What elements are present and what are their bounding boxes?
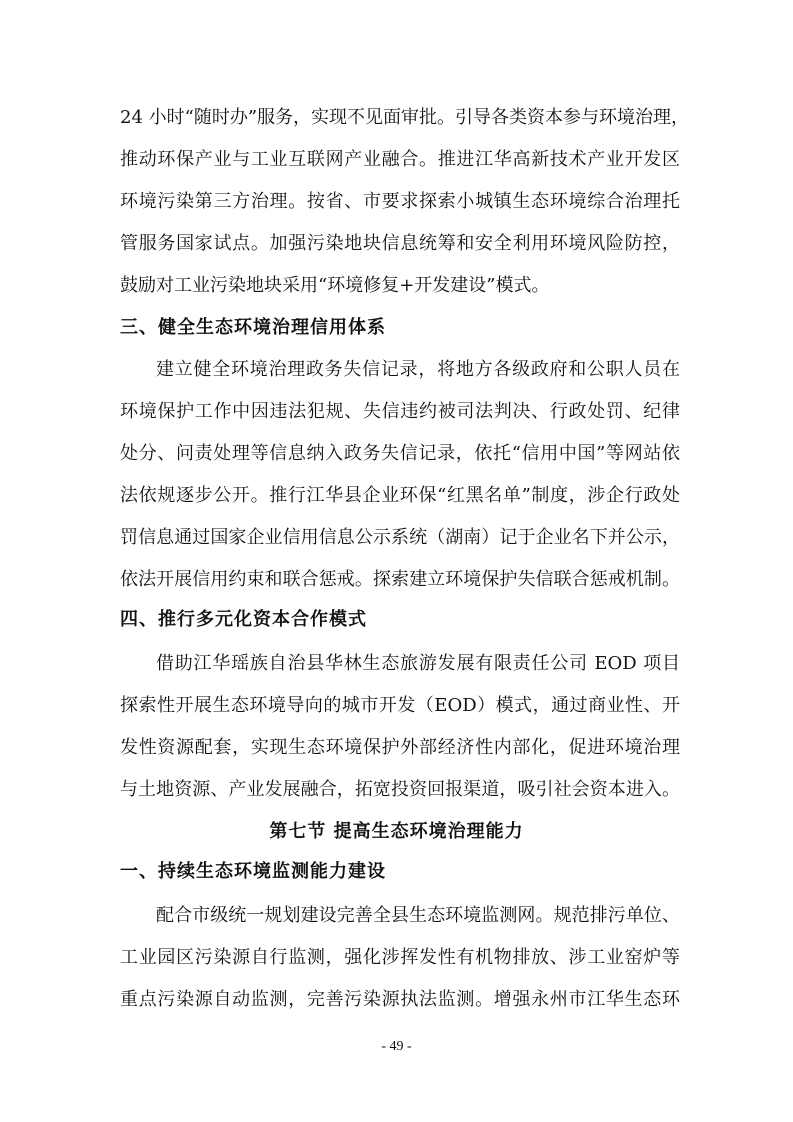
paragraph-line: 处分、问责处理等信息纳入政务失信记录，依托“信用中国”等网站依 <box>120 443 680 464</box>
paragraph-line: 环境保护工作中因违法犯规、失信违约被司法判决、行政处罚、纪律 <box>120 401 680 422</box>
paragraph-line: 发性资源配套，实现生态环境保护外部经济性内部化，促进环境治理 <box>120 737 680 758</box>
paragraph-line: 24 小时“随时办”服务，实现不见面审批。引导各类资本参与环境治理， <box>120 107 690 128</box>
paragraph-line: 依法开展信用约束和联合惩戒。探索建立环境保护失信联合惩戒机制。 <box>120 569 680 590</box>
section-title: 第七节 提高生态环境治理能力 <box>269 821 524 842</box>
paragraph-line: 重点污染源自动监测，完善污染源执法监测。增强永州市江华生态环 <box>120 989 680 1010</box>
subheading-capital-cooperation: 四、推行多元化资本合作模式 <box>120 609 367 630</box>
paragraph-line: 鼓励对工业污染地块采用“环境修复+开发建设”模式。 <box>120 275 550 296</box>
paragraph-line: 借助江华瑶族自治县华林生态旅游发展有限责任公司 EOD 项目 <box>156 653 680 674</box>
paragraph-line: 配合市级统一规划建设完善全县生态环境监测网。规范排污单位、 <box>156 905 680 926</box>
subheading-credit-system: 三、健全生态环境治理信用体系 <box>120 317 386 338</box>
subheading-monitoring: 一、持续生态环境监测能力建设 <box>120 861 386 882</box>
page-number: - 49 - <box>381 1039 412 1054</box>
paragraph-line: 管服务国家试点。加强污染地块信息统筹和安全利用环境风险防控， <box>120 233 680 254</box>
paragraph-line: 工业园区污染源自行监测，强化涉挥发性有机物排放、涉工业窑炉等 <box>120 947 680 968</box>
paragraph-line: 探索性开展生态环境导向的城市开发（EOD）模式，通过商业性、开 <box>120 695 680 716</box>
paragraph-line: 建立健全环境治理政务失信记录，将地方各级政府和公职人员在 <box>156 359 680 380</box>
paragraph-line: 与土地资源、产业发展融合，拓宽投资回报渠道，吸引社会资本进入。 <box>120 779 680 800</box>
paragraph-line: 推动环保产业与工业互联网产业融合。推进江华高新技术产业开发区 <box>120 149 680 170</box>
paragraph-line: 罚信息通过国家企业信用信息公示系统（湖南）记于企业名下并公示， <box>120 527 680 548</box>
paragraph-line: 环境污染第三方治理。按省、市要求探索小城镇生态环境综合治理托 <box>120 191 680 212</box>
paragraph-line: 法依规逐步公开。推行江华县企业环保“红黑名单”制度，涉企行政处 <box>120 485 680 506</box>
